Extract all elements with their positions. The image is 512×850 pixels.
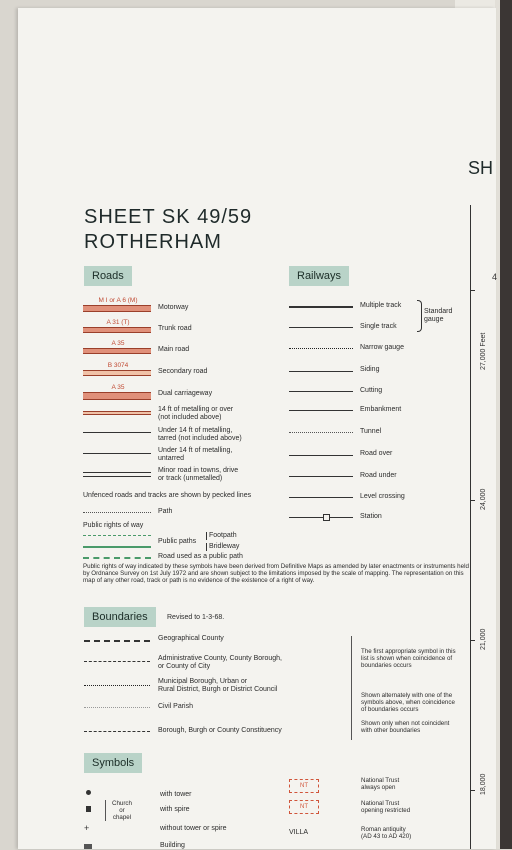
dual-code: A 35	[111, 384, 125, 391]
sheet-number: SHEET SK 49/59	[84, 206, 253, 228]
trunk-code: A 31 (T)	[106, 319, 130, 326]
main-code: A 35	[111, 340, 125, 347]
rights-of-way-note: Public rights of way indicated by these symbols have been derived from Definitive Maps as amended by later enactments or instruments held by Ordnance Survey on 1st July 1972 and are shown subject to the limitations imposed by the scale of mapping. The representation on this map of any other road, track or path is no evidence of the existence of a right of way.	[83, 563, 469, 584]
church-label: Church or chapel	[105, 800, 138, 821]
tunnel-symbol	[289, 432, 353, 433]
narrow-gauge-symbol	[289, 348, 353, 349]
railway-label: Tunnel	[360, 428, 382, 435]
ruler-label: 21,000	[480, 628, 487, 650]
nt-open-symbol: NT	[289, 779, 319, 793]
railway-label: Single track	[360, 323, 397, 330]
secondary-symbol	[83, 370, 151, 376]
with-spire-label: with spire	[160, 806, 190, 813]
ruler-label: 27,000 Feet	[480, 332, 487, 370]
path-symbol	[83, 512, 151, 513]
path-label: Path	[158, 508, 173, 515]
boundary-label: Municipal Borough, Urban or Rural District, Burgh or District Council	[158, 678, 278, 693]
building-icon	[84, 844, 92, 849]
admin-county-symbol	[84, 661, 150, 662]
geo-county-symbol	[84, 640, 150, 642]
with-tower-label: with tower	[160, 791, 192, 798]
single-track-symbol	[289, 327, 353, 328]
boundary-note-2: Shown alternately with one of the symbols above, when coincidence of boundaries occurs	[361, 692, 455, 713]
road-label: 14 ft of metalling or over (not included above)	[158, 406, 234, 421]
symbols-header: Symbols	[84, 753, 142, 773]
road-label: Minor road in towns, drive or track (unmetalled)	[158, 467, 239, 482]
church-plain-icon: +	[84, 823, 90, 833]
motorway-symbol	[83, 305, 151, 312]
villa-label: VILLA	[289, 829, 309, 836]
railway-label: Multiple track	[360, 302, 402, 309]
civil-parish-symbol	[84, 707, 150, 708]
road-label: Motorway	[158, 304, 189, 311]
boundary-label: Administrative County, County Borough, or County of City	[158, 655, 282, 670]
boundary-label: Civil Parish	[158, 703, 194, 710]
motorway-code: M I or A 6 (M)	[98, 297, 138, 304]
tarred-symbol	[83, 432, 151, 433]
boundary-label: Borough, Burgh or County Constituency	[158, 727, 282, 734]
nt-restricted-label: National Trust opening restricted	[361, 800, 411, 814]
railway-label: Cutting	[360, 387, 383, 394]
public-paths-label: Public paths	[158, 538, 197, 545]
constituency-symbol	[84, 731, 150, 732]
road-label: Trunk road	[158, 325, 192, 332]
main-symbol	[83, 348, 151, 354]
embankment-symbol	[289, 410, 353, 411]
ruler-label: 18,000	[480, 773, 487, 795]
unfenced-note: Unfenced roads and tracks are shown by pecked lines	[83, 492, 252, 499]
station-box	[323, 514, 330, 521]
boundary-brace	[347, 636, 352, 740]
railway-label: Narrow gauge	[360, 344, 404, 351]
roman-label: Roman antiquity (AD 43 to AD 420)	[361, 826, 412, 840]
railway-label: Road under	[360, 472, 397, 479]
multiple-track-symbol	[289, 306, 353, 308]
road-label: Under 14 ft of metalling, untarred	[158, 447, 233, 462]
nt-restricted-symbol: NT	[289, 800, 319, 814]
boundaries-header: Boundaries	[84, 607, 156, 627]
nt-open-label: National Trust always open	[361, 777, 400, 791]
footpath-symbol	[83, 535, 151, 536]
bridleway-label: Bridleway	[206, 543, 239, 551]
ruler-tick	[470, 500, 475, 501]
station-symbol	[289, 517, 353, 518]
metalled-symbol	[83, 411, 151, 415]
railway-label: Embankment	[360, 406, 402, 413]
building-label: Building	[160, 842, 185, 849]
minor-road-symbol	[83, 476, 151, 477]
boundary-label: Geographical County	[158, 635, 224, 642]
church-tower-icon	[86, 790, 91, 795]
road-label: Under 14 ft of metalling, tarred (not included above)	[158, 427, 242, 442]
sheet-name: ROTHERHAM	[84, 231, 222, 253]
revised-label: Revised to 1-3-68.	[167, 614, 225, 621]
standard-gauge-brace	[417, 300, 422, 332]
siding-symbol	[289, 371, 353, 372]
standard-gauge-label: Standard gauge	[424, 308, 453, 323]
road-under-symbol	[289, 476, 353, 477]
road-over-symbol	[289, 455, 353, 456]
ruler-tick	[470, 640, 475, 641]
footpath-label: Footpath	[206, 532, 237, 540]
boundary-note-1: The first appropriate symbol in this list is shown when coincidence of boundaries occurs	[361, 648, 456, 669]
railway-label: Road over	[360, 450, 393, 457]
back-cover-edge	[500, 0, 512, 849]
roads-header: Roads	[84, 266, 132, 286]
ruler-tick	[470, 790, 475, 791]
scale-ruler	[470, 205, 471, 849]
secondary-code: B 3074	[107, 362, 129, 369]
road-label: Dual carriageway	[158, 390, 213, 397]
road-label: Main road	[158, 346, 190, 353]
road-label: Secondary road	[158, 368, 208, 375]
railways-header: Railways	[289, 266, 349, 286]
church-spire-icon	[86, 806, 91, 812]
bridleway-symbol	[83, 546, 151, 548]
railway-label: Siding	[360, 366, 380, 373]
level-crossing-symbol	[289, 497, 353, 498]
side-header: SH	[468, 158, 494, 178]
trunk-symbol	[83, 327, 151, 333]
municipal-symbol	[84, 685, 150, 686]
untarred-symbol	[83, 453, 151, 454]
row-heading: Public rights of way	[83, 522, 144, 529]
dual-symbol	[83, 392, 151, 400]
road-used-symbol	[83, 557, 151, 559]
railway-label: Station	[360, 513, 382, 520]
railway-label: Level crossing	[360, 493, 405, 500]
minor-road-symbol	[83, 472, 151, 473]
cutting-symbol	[289, 391, 353, 392]
ruler-top-number: 4	[492, 272, 498, 282]
without-tower-label: without tower or spire	[160, 825, 227, 832]
road-used-label: Road used as a public path	[158, 553, 243, 560]
ruler-tick	[470, 290, 475, 291]
ruler-label: 24,000	[480, 488, 487, 510]
boundary-note-3: Shown only when not coincident with other boundaries	[361, 720, 450, 734]
